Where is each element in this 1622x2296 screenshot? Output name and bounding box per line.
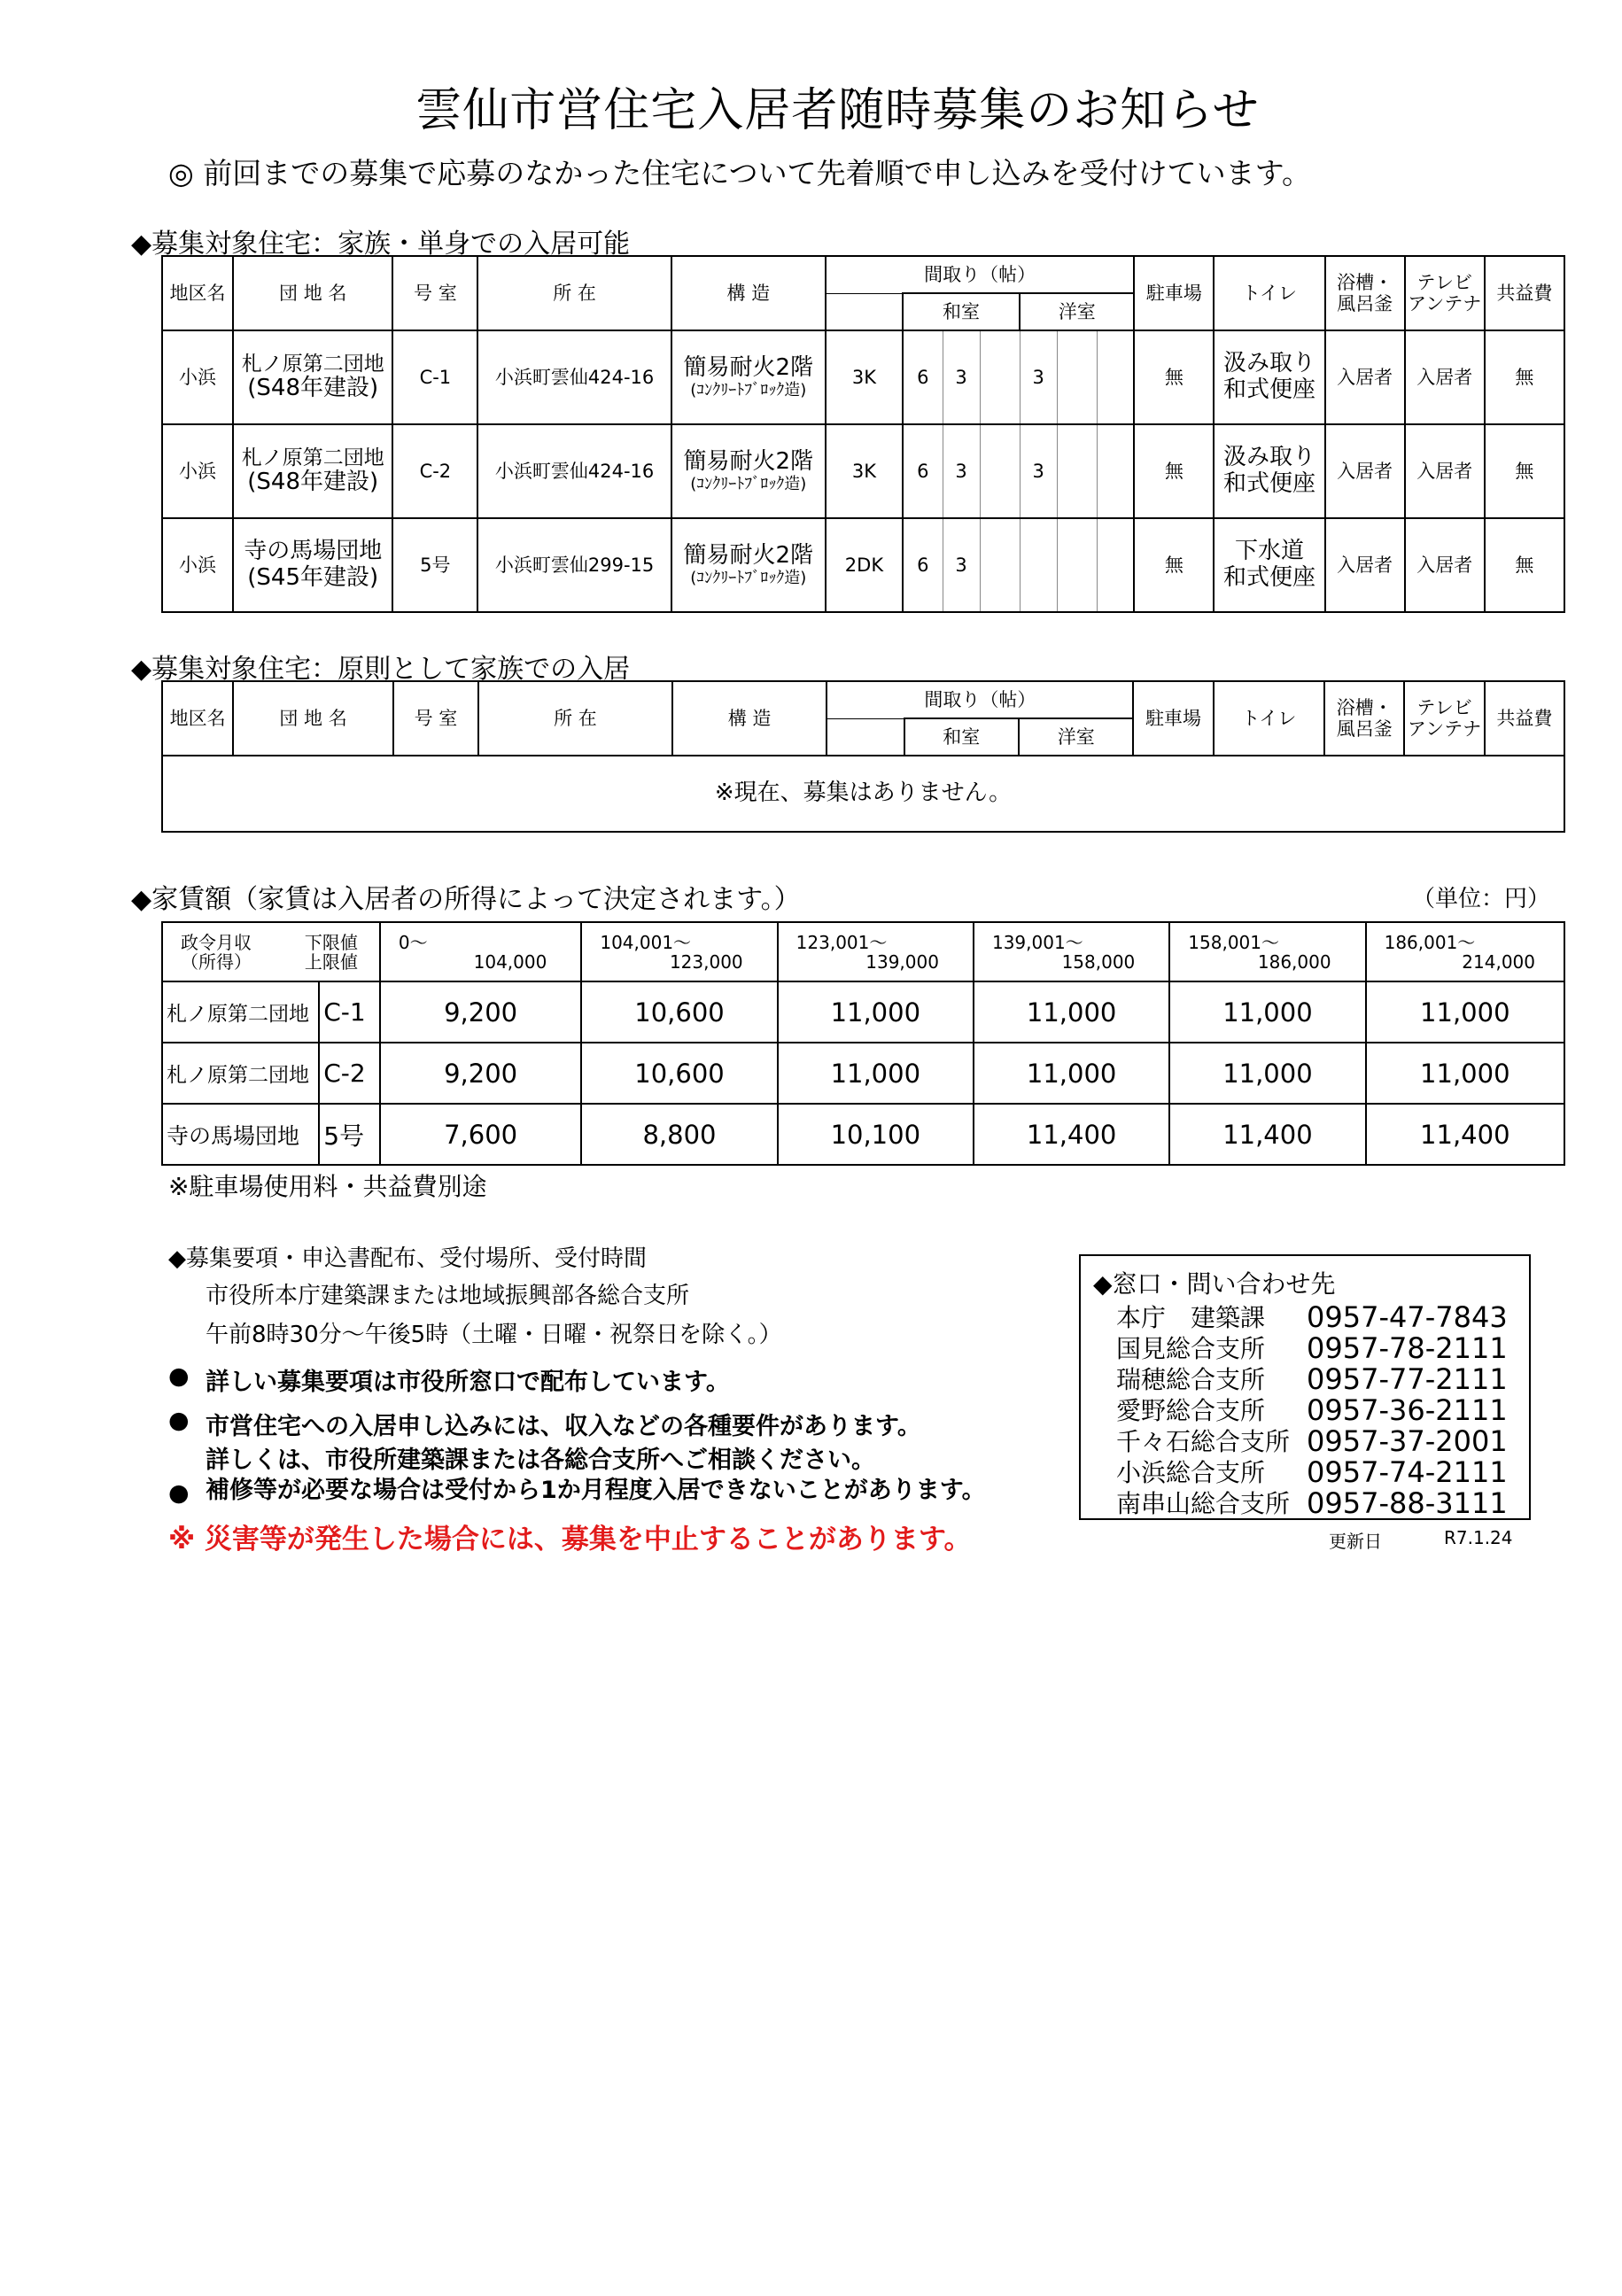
estate-name: 寺の馬場団地 (S45年建設) [233, 518, 392, 612]
income-range: 158,001～ 186,000 [1169, 922, 1365, 981]
warning-text: ※ 災害等が発生した場合には、募集を中止することがあります。 [168, 1524, 972, 1555]
housing-table-1 [161, 255, 1565, 613]
district: 小浜 [162, 424, 233, 518]
rent-value: 10,600 [581, 1043, 777, 1104]
income-range: 104,001～ 123,000 [581, 922, 777, 981]
washitsu-1: 6 [903, 330, 943, 424]
contact-row: 瑞穂総合支所 0957-77-2111 [1116, 1362, 1508, 1396]
header-district: 地区名 [162, 681, 233, 756]
contact-row: 小浜総合支所 0957-74-2111 [1116, 1455, 1508, 1489]
table-row [162, 424, 1564, 518]
table-row [162, 1043, 1564, 1104]
structure: 簡易耐火2階 (ｺﾝｸﾘｰﾄﾌﾞﾛｯｸ造) [671, 518, 826, 612]
rent-value: 11,000 [778, 981, 974, 1043]
toilet: 汲み取り 和式便座 [1214, 424, 1324, 518]
washitsu-1: 6 [903, 518, 943, 612]
address: 小浜町雲仙424-16 [477, 424, 671, 518]
rent-heading: ◆家賃額（家賃は入居者の所得によって決定されます。） [131, 884, 801, 915]
rent-note: ※駐車場使用料・共益費別途 [168, 1172, 487, 1201]
rent-estate-name: 寺の馬場団地 [162, 1104, 319, 1165]
toilet: 下水道 和式便座 [1214, 518, 1324, 612]
rent-value: 7,600 [380, 1104, 581, 1165]
rent-unit: （単位：円） [1412, 886, 1551, 912]
estate-name: 札ノ原第二団地 (S48年建設) [233, 330, 392, 424]
header-madori-blank [826, 293, 903, 330]
district: 小浜 [162, 330, 233, 424]
updated-label: 更新日 [1329, 1531, 1382, 1552]
parking: 無 [1134, 330, 1214, 424]
tv-antenna: 入居者 [1405, 518, 1485, 612]
rent-value: 9,200 [380, 1043, 581, 1104]
header-toilet: トイレ [1214, 256, 1324, 330]
youshitsu-2 [1057, 330, 1097, 424]
bullet-icon: ● [168, 1362, 190, 1390]
rent-room: 5号 [319, 1104, 380, 1165]
rent-value: 10,600 [581, 981, 777, 1043]
contact-row: 愛野総合支所 0957-36-2111 [1116, 1393, 1508, 1427]
address: 小浜町雲仙424-16 [477, 330, 671, 424]
contact-box [1079, 1254, 1531, 1520]
contact-row: 南串山総合支所 0957-88-3111 [1116, 1486, 1508, 1520]
rent-value: 11,000 [1366, 1043, 1564, 1104]
header-madori: 間取り（帖） [826, 256, 1134, 293]
contact-row: 千々石総合支所 0957-37-2001 [1116, 1424, 1508, 1458]
header-toilet: トイレ [1214, 681, 1324, 756]
washitsu-2: 3 [943, 518, 980, 612]
info-bullet-2: 市営住宅への入居申し込みには、収入などの各種要件があります。 [206, 1413, 921, 1440]
header-room: 号 室 [392, 256, 477, 330]
header-washitsu: 和室 [904, 718, 1019, 756]
rent-value: 11,400 [974, 1104, 1169, 1165]
layout: 3K [826, 330, 903, 424]
washitsu-3 [980, 424, 1020, 518]
youshitsu-3 [1097, 518, 1134, 612]
youshitsu-3 [1097, 330, 1134, 424]
housing-table-2 [161, 680, 1565, 833]
header-name: 団 地 名 [233, 681, 393, 756]
header-room: 号 室 [393, 681, 478, 756]
rent-value: 11,000 [974, 981, 1169, 1043]
washitsu-3 [980, 330, 1020, 424]
room-no: C-1 [392, 330, 477, 424]
rent-value: 11,000 [1366, 981, 1564, 1043]
address: 小浜町雲仙299-15 [477, 518, 671, 612]
bath: 入居者 [1325, 518, 1405, 612]
header-madori-blank [827, 718, 904, 756]
header-structure: 構 造 [672, 681, 827, 756]
layout: 2DK [826, 518, 903, 612]
header-bath: 浴槽・ 風呂釜 [1325, 256, 1405, 330]
section2-heading: ◆募集対象住宅：原則として家族での入居 [131, 654, 631, 685]
youshitsu-2 [1057, 424, 1097, 518]
page-title: 雲仙市営住宅入居者随時募集のお知らせ [415, 84, 1260, 137]
rent-value: 11,000 [1169, 1043, 1365, 1104]
room-no: C-2 [392, 424, 477, 518]
header-common: 共益費 [1485, 256, 1564, 330]
rent-value: 11,400 [1366, 1104, 1564, 1165]
info-place: 市役所本庁建築課または地域振興部各総合支所 [206, 1283, 690, 1309]
structure: 簡易耐火2階 (ｺﾝｸﾘｰﾄﾌﾞﾛｯｸ造) [671, 330, 826, 424]
washitsu-2: 3 [943, 330, 980, 424]
bath: 入居者 [1325, 424, 1405, 518]
youshitsu-1: 3 [1020, 330, 1057, 424]
info-hours: 午前8時30分～午後5時（土曜・日曜・祝祭日を除く。） [206, 1322, 782, 1348]
rent-value: 11,000 [1169, 981, 1365, 1043]
parking: 無 [1134, 424, 1214, 518]
contact-row: 国見総合支所 0957-78-2111 [1116, 1331, 1508, 1365]
rent-value: 11,000 [974, 1043, 1169, 1104]
washitsu-1: 6 [903, 424, 943, 518]
table-row [162, 1104, 1564, 1165]
rent-value: 8,800 [581, 1104, 777, 1165]
updated-date: R7.1.24 [1444, 1527, 1513, 1548]
header-youshitsu: 洋室 [1019, 718, 1133, 756]
header-tv: テレビ アンテナ [1405, 256, 1485, 330]
bath: 入居者 [1325, 330, 1405, 424]
header-tv: テレビ アンテナ [1404, 681, 1484, 756]
rent-table [161, 921, 1565, 1166]
bullet-icon: ● [168, 1479, 190, 1507]
header-address: 所 在 [477, 256, 671, 330]
common-fee: 無 [1485, 330, 1564, 424]
header-name: 団 地 名 [233, 256, 392, 330]
common-fee: 無 [1485, 424, 1564, 518]
rent-room: C-1 [319, 981, 380, 1043]
table-row [162, 330, 1564, 424]
district: 小浜 [162, 518, 233, 612]
bullet-icon: ● [168, 1407, 190, 1434]
income-range: 186,001～ 214,000 [1366, 922, 1564, 981]
table-row [162, 518, 1564, 612]
room-no: 5号 [392, 518, 477, 612]
info-bullet-1: 詳しい募集要項は市役所窓口で配布しています。 [206, 1369, 730, 1396]
info-heading: ◆募集要項・申込書配布、受付場所、受付時間 [168, 1245, 647, 1272]
washitsu-2: 3 [943, 424, 980, 518]
header-madori: 間取り（帖） [827, 681, 1133, 718]
section1-heading: ◆募集対象住宅：家族・単身での入居可能 [131, 229, 631, 260]
parking: 無 [1134, 518, 1214, 612]
rent-value: 10,100 [778, 1104, 974, 1165]
rent-estate-name: 札ノ原第二団地 [162, 981, 319, 1043]
youshitsu-3 [1097, 424, 1134, 518]
youshitsu-2 [1057, 518, 1097, 612]
contact-title: ◆窓口・問い合わせ先 [1093, 1269, 1336, 1299]
header-address: 所 在 [478, 681, 672, 756]
header-parking: 駐車場 [1133, 681, 1213, 756]
tv-antenna: 入居者 [1405, 330, 1485, 424]
income-range: 0～ 104,000 [380, 922, 581, 981]
header-bath: 浴槽・ 風呂釜 [1324, 681, 1404, 756]
empty-message: ※現在、募集はありません。 [162, 756, 1564, 832]
layout: 3K [826, 424, 903, 518]
rent-value: 11,400 [1169, 1104, 1365, 1165]
header-district: 地区名 [162, 256, 233, 330]
youshitsu-1 [1020, 518, 1057, 612]
rent-value: 11,000 [778, 1043, 974, 1104]
info-bullet-2b: 詳しくは、市役所建築課または各総合支所へご相談ください。 [206, 1447, 875, 1474]
page-subtitle: ◎ 前回までの募集で応募のなかった住宅について先着順で申し込みを受付けています。 [168, 156, 1311, 190]
info-bullet-3: 補修等が必要な場合は受付から1か月程度入居できないことがあります。 [206, 1477, 986, 1504]
header-structure: 構 造 [671, 256, 826, 330]
income-range: 139,001～ 158,000 [974, 922, 1169, 981]
washitsu-3 [980, 518, 1020, 612]
header-youshitsu: 洋室 [1020, 293, 1134, 330]
rent-room: C-2 [319, 1043, 380, 1104]
income-range: 123,001～ 139,000 [778, 922, 974, 981]
tv-antenna: 入居者 [1405, 424, 1485, 518]
toilet: 汲み取り 和式便座 [1214, 330, 1324, 424]
rent-value: 9,200 [380, 981, 581, 1043]
structure: 簡易耐火2階 (ｺﾝｸﾘｰﾄﾌﾞﾛｯｸ造) [671, 424, 826, 518]
youshitsu-1: 3 [1020, 424, 1057, 518]
header-common: 共益費 [1485, 681, 1564, 756]
estate-name: 札ノ原第二団地 (S48年建設) [233, 424, 392, 518]
rent-corner-header: 政令月収 下限値 （所得） 上限値 [162, 922, 380, 981]
table-row [162, 981, 1564, 1043]
header-parking: 駐車場 [1134, 256, 1214, 330]
rent-estate-name: 札ノ原第二団地 [162, 1043, 319, 1104]
common-fee: 無 [1485, 518, 1564, 612]
contact-row: 本庁 建築課 0957-47-7843 [1116, 1300, 1508, 1334]
header-washitsu: 和室 [903, 293, 1020, 330]
